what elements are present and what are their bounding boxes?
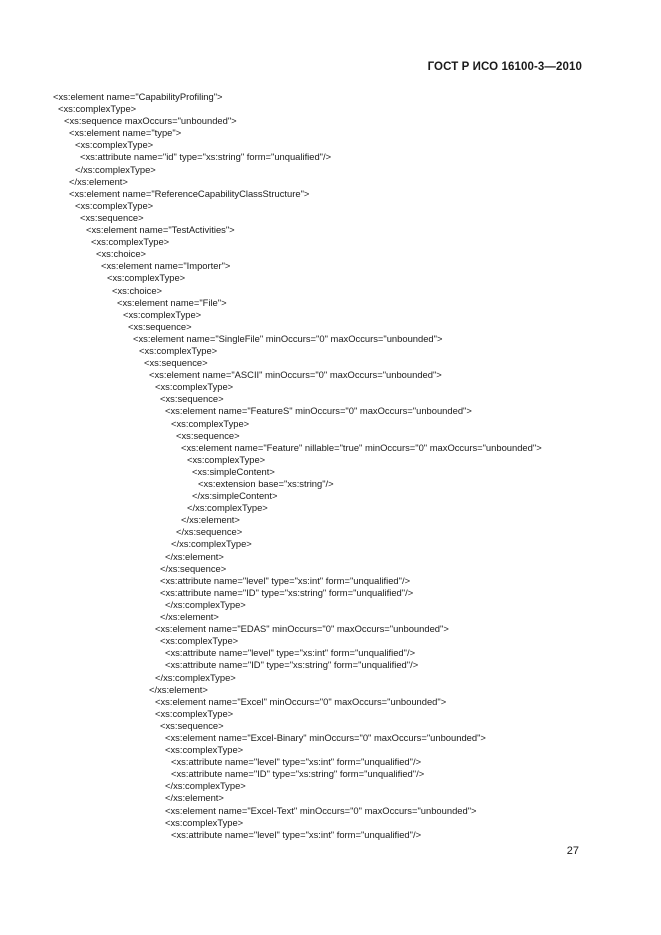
- code-line: </xs:element>: [69, 175, 128, 187]
- code-line: <xs:complexType>: [187, 453, 266, 465]
- code-line: <xs:complexType>: [155, 707, 234, 719]
- code-line: <xs:element name="FeatureS" minOccurs="0" maxOccurs="unbounded">: [165, 405, 472, 417]
- code-line: <xs:attribute name="level" type="xs:int" form="unqualified"/>: [160, 574, 411, 586]
- code-line: </xs:element>: [181, 514, 240, 526]
- code-line: <xs:element name="EDAS" minOccurs="0" maxOccurs="unbounded">: [155, 623, 449, 635]
- code-line: <xs:element name="Feature" nillable="true" minOccurs="0" maxOccurs="unbounded">: [181, 441, 542, 453]
- code-line: <xs:extension base="xs:string"/>: [198, 478, 334, 489]
- code-line: <xs:attribute name="level" type="xs:int" form="unqualified"/>: [171, 756, 422, 768]
- code-line: <xs:attribute name="ID" type="xs:string" form="unqualified"/>: [160, 586, 414, 598]
- code-line: <xs:choice>: [96, 248, 147, 260]
- code-line: </xs:complexType>: [75, 163, 156, 175]
- code-line: </xs:complexType>: [187, 502, 268, 514]
- code-line: <xs:sequence>: [176, 429, 240, 441]
- code-line: </xs:element>: [165, 792, 224, 804]
- code-line: <xs:complexType>: [155, 381, 234, 393]
- code-line: <xs:attribute name="id" type="xs:string" form="unqualified"/>: [80, 151, 332, 163]
- code-line: <xs:element name="type">: [69, 127, 182, 139]
- code-line: <xs:element name="SingleFile" minOccurs="0" maxOccurs="unbounded">: [133, 332, 443, 344]
- code-line: </xs:element>: [149, 683, 208, 695]
- code-line: <xs:attribute name="ID" type="xs:string" form="unqualified"/>: [171, 768, 425, 780]
- code-line: <xs:complexType>: [75, 139, 154, 151]
- code-line: <xs:sequence>: [160, 393, 224, 405]
- code-line: <xs:element name="Excel-Binary" minOccurs="0" maxOccurs="unbounded">: [165, 731, 486, 743]
- code-line: <xs:element name="Excel-Text" minOccurs="0" maxOccurs="unbounded">: [165, 804, 477, 816]
- code-line: </xs:complexType>: [171, 538, 252, 550]
- code-line: <xs:complexType>: [75, 199, 154, 211]
- code-line: <xs:complexType>: [165, 744, 244, 756]
- code-line: <xs:element name="Excel" minOccurs="0" maxOccurs="unbounded">: [155, 695, 447, 707]
- code-line: <xs:element name="TestActivities">: [86, 224, 235, 236]
- code-line: </xs:simpleContent>: [192, 490, 278, 502]
- code-line: <xs:complexType>: [58, 103, 137, 115]
- code-line: </xs:sequence>: [160, 562, 227, 574]
- code-line: </xs:element>: [160, 611, 219, 623]
- code-line: <xs:complexType>: [171, 417, 250, 429]
- code-line: </xs:element>: [165, 550, 224, 562]
- code-line: <xs:complexType>: [91, 236, 170, 248]
- code-line: <xs:complexType>: [165, 816, 244, 828]
- code-line: <xs:sequence>: [128, 320, 192, 332]
- code-line: <xs:attribute name="level" type="xs:int" form="unqualified"/>: [171, 828, 422, 840]
- code-line: <xs:element name="CapabilityProfiling">: [53, 91, 223, 102]
- code-line: <xs:element name="ASCII" minOccurs="0" maxOccurs="unbounded">: [149, 369, 442, 381]
- code-line: <xs:complexType>: [160, 635, 239, 647]
- code-line: <xs:sequence>: [80, 211, 144, 223]
- code-line: <xs:complexType>: [123, 308, 202, 320]
- code-line: <xs:complexType>: [139, 344, 218, 356]
- code-line: <xs:sequence>: [160, 719, 224, 731]
- code-line: <xs:element name="Importer">: [101, 260, 231, 272]
- document-header: ГОСТ Р ИСО 16100-3—2010: [427, 61, 582, 73]
- code-line: </xs:complexType>: [165, 780, 246, 792]
- code-line: <xs:attribute name="ID" type="xs:string" form="unqualified"/>: [165, 659, 419, 671]
- code-line: <xs:sequence maxOccurs="unbounded">: [64, 115, 237, 127]
- xml-schema-listing: [53, 91, 613, 841]
- code-line: <xs:attribute name="level" type="xs:int" form="unqualified"/>: [165, 647, 416, 659]
- code-line: <xs:element name="ReferenceCapabilityClassStructure">: [69, 187, 310, 199]
- page-number: 27: [566, 845, 579, 857]
- code-line: <xs:element name="File">: [117, 296, 227, 308]
- code-line: <xs:simpleContent>: [192, 465, 275, 477]
- code-line: </xs:sequence>: [176, 526, 243, 538]
- code-line: </xs:complexType>: [155, 671, 236, 683]
- code-line: <xs:complexType>: [107, 272, 186, 284]
- code-line: <xs:choice>: [112, 284, 163, 296]
- code-line: </xs:complexType>: [165, 598, 246, 610]
- code-line: <xs:sequence>: [144, 357, 208, 369]
